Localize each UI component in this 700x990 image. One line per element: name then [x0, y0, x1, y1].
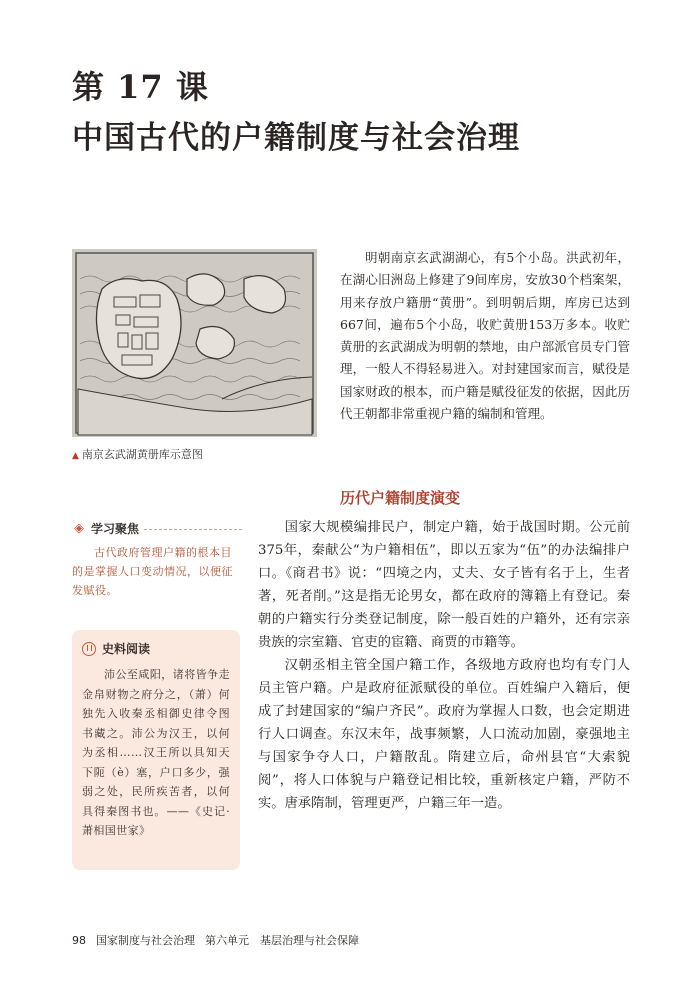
study-focus-header: [72, 520, 242, 537]
source-reading-title: 史料阅读: [102, 642, 151, 656]
triangle-marker-icon: ▲: [72, 451, 79, 461]
lesson-number: 第 17 课: [72, 68, 209, 106]
section-heading: 历代户籍制度演变: [339, 489, 460, 507]
source-reading-box: [72, 630, 240, 870]
dashed-divider: [144, 529, 242, 530]
map-caption: [72, 446, 203, 462]
study-focus-box: [72, 520, 242, 600]
scroll-icon: [82, 642, 96, 656]
study-focus-title: 学习聚焦: [91, 522, 140, 536]
target-icon: ◈: [74, 520, 84, 536]
body-paragraph: 国家大规模编排民户，制定户籍，始于战国时期。公元前375年，秦献公“为户籍相伍”，即以五家为“伍”的办法编排户口。《商君书》说：“四境之内，丈夫、女子皆有名于上，生者著，死者削。”这是指无论男女，都在政府的簿籍上有登记。秦朝的户籍实行分类登记制度，除一般百姓的户籍外，还有宗亲贵族的宗室籍、官吏的宦籍、商贾的市籍等。: [258, 520, 630, 650]
book-title: 国家制度与社会治理: [96, 934, 195, 947]
map-caption-text: 南京玄武湖黄册库示意图: [81, 448, 203, 461]
xuanwu-lake-map: [72, 249, 317, 437]
page-footer: [72, 932, 359, 948]
source-reading-text: 沛公至咸阳，诸将皆争走金帛财物之府分之，（萧）何独先入收秦丞相御史律令图书藏之。沛公为汉王，以何为丞相……汉王所以具知天下阨（è）塞，户口多少，强弱之处，民所疾苦者，以何具得秦图书也。——《史记·萧相国世家》: [82, 668, 230, 837]
source-reading-header: [82, 640, 230, 657]
map-illustration: [72, 249, 317, 437]
main-body: [258, 516, 630, 815]
intro-paragraph: 明朝南京玄武湖湖心，有5个小岛。洪武初年，在湖心旧洲岛上修建了9间库房，安放30个档案架，用来存放户籍册“黄册”。到明朝后期，库房已达到667间，遍布5个小岛，收贮黄册153万多本。收贮黄册的玄武湖成为明朝的禁地，由户部派官员专门管理，一般人不得轻易进入。对封建国家而言，赋役是国家财政的根本，而户籍是赋役征发的依据，因此历代王朝都非常重视户籍的编制和管理。: [340, 250, 630, 422]
page-number: 98: [72, 934, 86, 947]
body-paragraph: 汉朝丞相主管全国户籍工作，各级地方政府也均有专门人员主管户籍。户是政府征派赋役的单位。百姓编户入籍后，便成了封建国家的“编户齐民”。政府为掌握人口数，也会定期进行人口调查。东汉末年，战事频繁，人口流动加剧，豪强地主与国家争夺人口，户籍散乱。隋建立后，命州县官“大索貌阅”，将人口体貌与户籍登记相比较，重新核定户籍，严防不实。唐承隋制，管理更严，户籍三年一造。: [258, 658, 630, 811]
study-focus-text: 古代政府管理户籍的根本目的是掌握人口变动情况，以便征发赋役。: [72, 546, 233, 597]
lesson-title: 中国古代的户籍制度与社会治理: [72, 120, 520, 156]
unit-title: 第六单元 基层治理与社会保障: [205, 934, 359, 947]
